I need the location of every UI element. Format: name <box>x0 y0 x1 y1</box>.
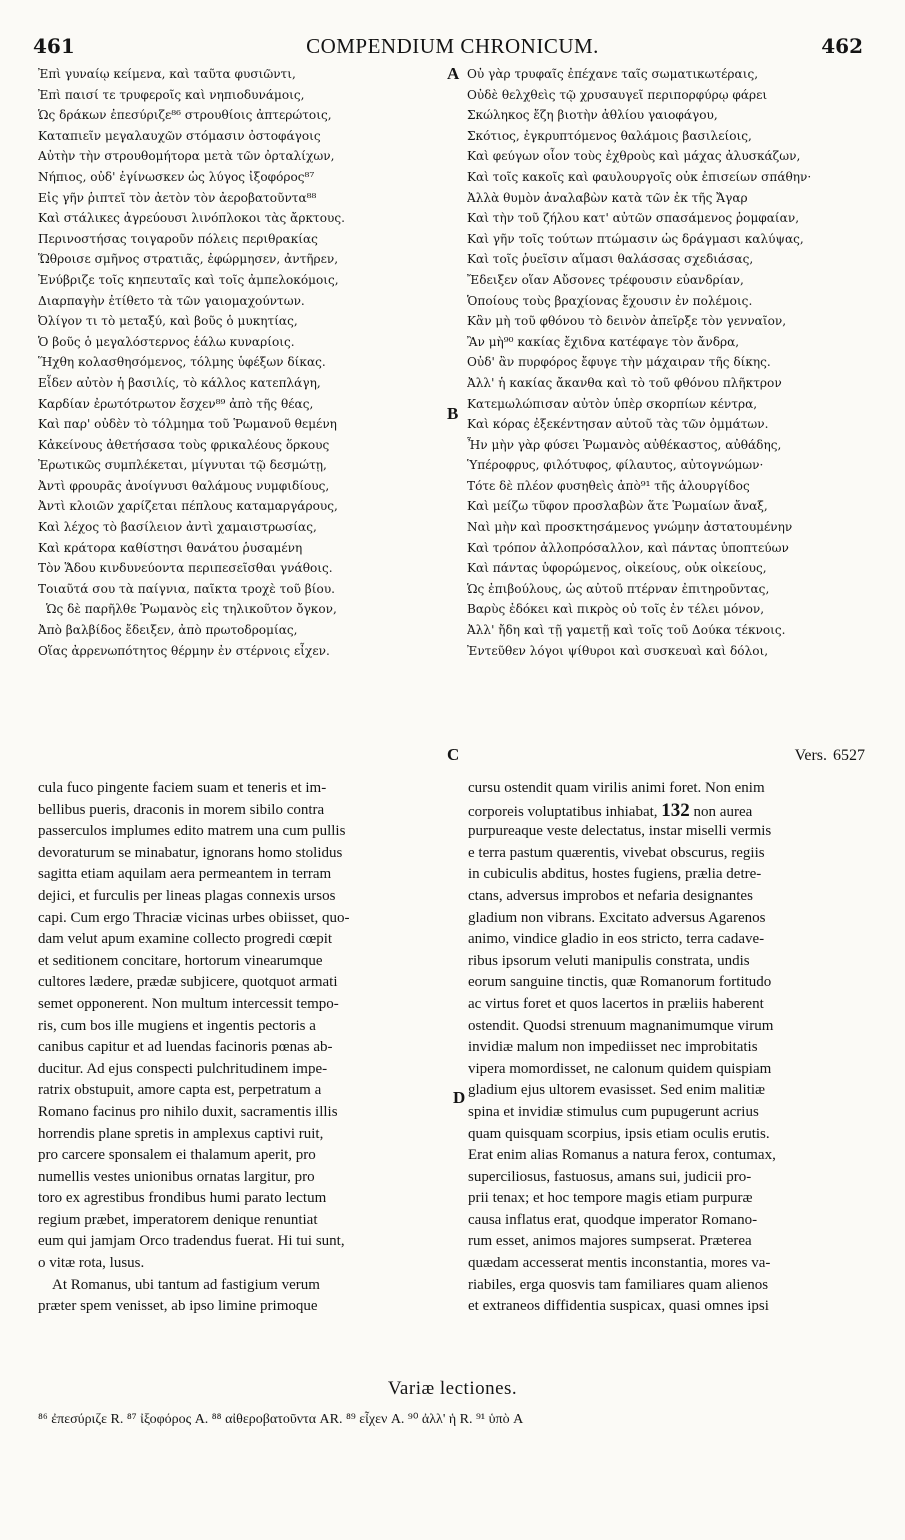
latin-text-line: capi. Cum ergo Thraciæ vicinas urbes obiisset, quo- <box>38 909 350 926</box>
greek-verse-line: Καὶ πάντας ὑφορώμενος, οἰκείους, οὐκ οἰκείους, <box>467 561 767 576</box>
greek-verse-column-right <box>467 64 877 661</box>
latin-text-line: Erat enim alias Romanus a natura ferox, contumax, <box>468 1147 776 1164</box>
greek-verse-line: Ἐνύβριζε τοῖς κηπευταῖς καὶ τοῖς ἀμπελοκόμοις, <box>38 272 339 287</box>
greek-verse-line: Ναὶ μὴν καὶ προσκτησάμενος γνώμην ἀστατουμένην <box>467 520 793 535</box>
running-title: COMPENDIUM CHRONICUM. <box>306 34 599 58</box>
latin-text-line: cursu ostendit quam virilis animi foret. Non enim <box>468 780 765 796</box>
latin-text-line: eorum sanguine tinctis, quæ Romanorum fortitudo <box>468 974 772 991</box>
latin-text-line: horrendis plane spretis in amplexus captivi ruit, <box>38 1125 324 1142</box>
latin-text-line: superciliosus, fastuosus, amans sui, judicii pro- <box>468 1168 752 1185</box>
latin-text-line: in cubiculis abditus, hostes fugiens, prælia detre- <box>468 866 762 883</box>
greek-verse-line: Ἀντὶ κλοιῶν χαρίζεται πέπλους καταμαργάρους, <box>38 499 338 514</box>
greek-verse-line: Βαρὺς ἐδόκει καὶ πικρὸς οὐ τοῖς ἐν τέλει μόνον, <box>467 602 765 617</box>
column-number: 132 <box>661 799 690 821</box>
greek-verse-line: Ὁ βοῦς ὁ μεγαλόστερνος ἑάλω κυναρίοις. <box>38 334 295 349</box>
greek-verse-line: Καὶ φεύγων οἷον τοὺς ἐχθροὺς καὶ μάχας ἀλυσκάζων, <box>467 149 801 164</box>
greek-verse-line: Εἶδεν αὐτὸν ἡ βασιλίς, τὸ κάλλος κατεπλάγη, <box>38 375 321 390</box>
greek-verse-line: Ὡς δράκων ἐπεσύριζε⁸⁶ στρουθίοις ἀπτερώτοις, <box>38 108 332 123</box>
greek-verse-line: Ἀντὶ φρουρᾶς ἀνοίγνυσι θαλάμους νυμφιδίους, <box>38 478 330 493</box>
greek-verse-line: Σκότιος, ἐγκρυπτόμενος θαλάμοις βασιλείοις, <box>467 128 752 143</box>
margin-letter-d: D <box>453 1088 466 1107</box>
latin-text-line: semet opponerent. Non multum intercessit tempo- <box>38 995 339 1012</box>
greek-verse-line: Σκώληκος ἔζη βιοτὴν ἀθλίου γαιοφάγου, <box>467 108 718 123</box>
latin-translation-column-left <box>38 778 441 1318</box>
verse-number: 6527 <box>833 747 865 764</box>
margin-letter-a: A <box>447 64 460 83</box>
greek-verse-line: Διαρπαγὴν ἐτίθετο τὰ τῶν γαιομαχούντων. <box>38 293 305 308</box>
greek-verse-line: Αὐτὴν τὴν στρουθομήτορα μετὰ τῶν ὀρταλίχων, <box>38 149 335 164</box>
greek-verse-line: Καὶ γῆν τοῖς τούτων πτώμασιν ὡς δράγμασι καλύψας, <box>467 231 804 246</box>
latin-text-line: quam quisquam scorpius, ipsis etiam oculis erutis. <box>468 1125 770 1142</box>
latin-text-line: devoraturum se minabatur, ignorans homo stolidus <box>38 844 343 861</box>
page-number-left: 461 <box>33 34 75 58</box>
latin-text-line: et seditionem concitare, hortorum vinearumque <box>38 952 323 969</box>
latin-text-line: spina et invidiæ stimulus cum pupugerunt acrius <box>468 1103 759 1120</box>
latin-translation-column-right <box>468 778 878 1318</box>
latin-text-line: gladium ejus ultorem evasisset. Sed enim malitiæ <box>468 1082 766 1099</box>
greek-verse-line: Ἥχθη κολασθησόμενος, τόλμης ὑφέξων δίκας. <box>38 355 326 370</box>
greek-verse-line: Καὶ τρόπον ἀλλοπρόσαλλον, καὶ πάντας ὑποπτεύων <box>467 540 789 555</box>
latin-text-line: pro carcere sponsalem ei thalamum aperit, pro <box>38 1147 316 1164</box>
greek-verse-line: Καὶ τοῖς κακοῖς καὶ φαυλουργοῖς οὐκ ἐπισείων σπάθην· <box>467 169 812 184</box>
greek-verse-line: Οὐ γὰρ τρυφαῖς ἐπέχανε ταῖς σωματικωτέραις, <box>467 67 759 81</box>
latin-text-line: regium præbet, imperatorem denique renuntiat <box>38 1211 318 1228</box>
verse-reference <box>795 747 865 765</box>
latin-text-line: e terra pastum quærentis, vivebat obscurus, regiis <box>468 844 765 861</box>
greek-verse-line: Ἐπὶ γυναίῳ κείμενα, καὶ ταῦτα φυσιῶντι, <box>38 67 296 81</box>
greek-verse-line: Νήπιος, οὐδ' ἐγίνωσκεν ὡς λύγος ἰξοφόρος⁸⁷ <box>38 169 315 184</box>
greek-verse-line: Ὑπέροφρυς, φιλότυφος, φίλαυτος, αὐτογνώμων· <box>467 458 764 473</box>
latin-text-line: passerculos implumes edito matrem una cum pullis <box>38 823 346 840</box>
latin-text-segment: non aurea <box>689 803 753 820</box>
latin-text-line: quædam accesserat mentis inconstantia, mores va- <box>468 1255 771 1272</box>
latin-text-line: numellis vestes unionibus ornatas largitur, pro <box>38 1168 315 1185</box>
greek-verse-line: Ἂν μὴ⁹⁰ κακίας ἔχιδνα κατέφαγε τὸν ἄνδρα, <box>467 334 740 349</box>
greek-verse-line: Ὁποίους τοὺς βραχίονας ἔχουσιν ἐν πολέμοις. <box>467 293 753 308</box>
greek-verse-line: Ὡς δὲ παρῆλθε Ῥωμανὸς εἰς τηλικοῦτον ὄγκον, <box>46 602 337 617</box>
page-header <box>0 34 905 62</box>
greek-verse-line: Κἀκείνους ἀθετήσασα τοὺς φρικαλέους ὅρκους <box>38 437 330 452</box>
latin-text-line: At Romanus, ubi tantum ad fastigium verum <box>52 1276 320 1293</box>
margin-letter-b: B <box>447 404 459 423</box>
greek-verse-line: Ὡς ἐπιβούλους, ὡς αὐτοῦ πτέρναν ἐπιτηροῦντας, <box>467 581 770 596</box>
greek-verse-line: Ἀπὸ βαλβίδος ἔδειξεν, ἀπὸ πρωτοδρομίας, <box>38 623 298 638</box>
greek-verse-line: Καὶ τοῖς ῥυεῖσιν αἵμασι θαλάσσας σχεδιάσας, <box>467 252 754 267</box>
latin-text-line: causa inflatus erat, quodque imperator Romano- <box>468 1211 758 1228</box>
latin-text-line: sagitta etiam aquilam aera permeantem in terram <box>38 866 332 883</box>
margin-letter-c: C <box>447 745 460 764</box>
latin-text-line: prii tenax; et hoc tempore magis etiam purpuræ <box>468 1190 753 1207</box>
latin-text-line: purpureaque veste delectatus, instar miselli vermis <box>468 823 772 840</box>
greek-verse-line: Οἵας ἀρρενωπότητος θέρμην ἐν στέρνοις εἶχεν. <box>38 643 330 658</box>
greek-verse-line: Καὶ κράτορα καθίστησι θανάτου ῥυσαμένη <box>38 540 303 555</box>
greek-verse-line: Ἀλλ' ἡ κακίας ἄκανθα καὶ τὸ τοῦ φθόνου πλῆκτρον <box>467 375 782 390</box>
greek-verse-line: Καὶ στάλικες ἀγρεύουσι λινόπλοκοι τὰς ἄρκτους. <box>38 211 345 226</box>
greek-verse-line: Εἰς γῆν ῥιπτεῖ τὸν ἀετὸν τὸν ἀεροβατοῦντα⁸⁸ <box>38 190 317 205</box>
latin-text-line: et extraneos diffidentia suspicax, quasi omnes ipsi <box>468 1298 769 1315</box>
latin-text-line: dejici, et furculis per lineas plagas connexis ursos <box>38 887 336 904</box>
greek-verse-line: Οὐδὲ θελχθεὶς τῷ χρυσαυγεῖ περιπορφύρῳ φάρει <box>467 87 768 102</box>
latin-text-line: gladium non vibrans. Excitato adversus Agarenos <box>468 909 766 926</box>
latin-text-line: ribus ipsorum veluti manipulis constrata, undis <box>468 952 750 969</box>
greek-verse-line: Ἐρωτικῶς συμπλέκεται, μίγνυται τῷ δεσμώτῃ, <box>38 458 327 473</box>
greek-verse-line: Ἐντεῦθεν λόγοι ψίθυροι καὶ συσκευαὶ καὶ δόλοι, <box>467 643 769 658</box>
greek-verse-line: Κατεμωλώπισαν αὐτὸν ὑπὲρ σκορπίων κέντρα, <box>467 396 758 411</box>
variae-lectiones-notes: ⁸⁶ ἐπεσύριζε R. ⁸⁷ ἰξοφόρος A. ⁸⁸ αἰθεροβατοῦντα AR. ⁸⁹ εἶχεν A. ⁹⁰ ἀλλ' ἡ R. ⁹¹ ὑπὸ A <box>38 1412 524 1427</box>
greek-verse-line: Ἀλλὰ θυμὸν ἀναλαβὼν κατὰ τῶν ἐκ τῆς Ἄγαρ <box>467 190 748 205</box>
greek-verse-line: Καὶ μείζω τῦφον προσλαβὼν ἅτε Ῥωμαίων ἄναξ, <box>467 499 768 514</box>
latin-text-line: ducitur. Ad ejus conspecti pulchritudinem impe- <box>38 1060 328 1077</box>
latin-text-line <box>468 800 878 822</box>
latin-text-line: animo, vindice gladio in eos stricto, terra cadave- <box>468 931 765 948</box>
greek-verse-line: Καταπιεῖν μεγαλαυχῶν στόμασιν ὀστοφάγοις <box>38 128 321 143</box>
latin-text-line: ratrix obstupuit, amore capta est, perpetratum a <box>38 1082 322 1099</box>
latin-text-line: rum esset, animos majores sumpserat. Præterea <box>468 1233 752 1250</box>
latin-text-line: eum qui jamjam Orco tradendus fuerat. Hi tui sunt, <box>38 1233 345 1250</box>
greek-verse-line: Ἀλλ' ἤδη καὶ τῇ γαμετῇ καὶ τοῖς τοῦ Δούκα τέκνοις. <box>467 623 786 638</box>
greek-verse-line: Τὸν Ἅδου κινδυνεύοντα περιπεσεῖσθαι γνάθοις. <box>38 561 333 576</box>
greek-verse-line: Καὶ παρ' οὐδὲν τὸ τόλμημα τοῦ Ῥωμανοῦ θεμένη <box>38 417 337 432</box>
greek-verse-line: Τοιαῦτά σου τὰ παίγνια, παῖκτα τροχὲ τοῦ βίου. <box>38 581 336 596</box>
latin-text-line: ctans, adversus improbos et nefaria designantes <box>468 887 753 904</box>
latin-text-segment: corporeis voluptatibus inhiabat, <box>468 803 662 820</box>
latin-text-line: ac virtus foret et quos lacertos in præliis haberent <box>468 995 764 1012</box>
greek-verse-line: Περινοστήσας τοιγαροῦν πόλεις περιθρακίας <box>38 231 318 246</box>
greek-verse-line: Καὶ κόρας ἐξεκέντησαν αὐτοῦ τὰς τῶν ὀμμάτων. <box>467 417 769 432</box>
latin-text-line: Romano facinus pro nihilo duxit, sacramentis illis <box>38 1103 338 1120</box>
greek-verse-line: Τότε δὲ πλέον φυσηθεὶς ἀπὸ⁹¹ τῆς ἁλουργίδος <box>467 478 750 493</box>
greek-verse-line: Καὶ τὴν τοῦ ζήλου κατ' αὐτῶν σπασάμενος ῥομφαίαν, <box>467 211 800 226</box>
variae-lectiones-title: Variæ lectiones. <box>387 1378 518 1399</box>
greek-verse-line: Ἔδειξεν οἵαν Αὔσονες τρέφουσιν εὐανδρίαν, <box>467 272 744 287</box>
latin-text-line: vipera momordisset, ne calonum quidem quispiam <box>468 1060 772 1077</box>
latin-text-line: canibus capitur et ad luendas facinoris pœnas ab- <box>38 1039 333 1056</box>
greek-verse-line: Ἦν μὴν γὰρ φύσει Ῥωμανὸς αὐθέκαστος, αὐθάδης, <box>467 437 782 452</box>
greek-verse-line: Ὀλίγον τι τὸ μεταξύ, καὶ βοῦς ὁ μυκητίας, <box>38 314 298 329</box>
latin-text-line: cula fuco pingente faciem suam et teneris et im- <box>38 780 327 796</box>
greek-verse-line: Καρδίαν ἐρωτότρωτον ἔσχεν⁸⁹ ἀπὸ τῆς θέας, <box>38 396 314 411</box>
page-number-right: 462 <box>821 34 863 58</box>
latin-text-line: invidiæ malum non impediisset nec improbitatis <box>468 1039 758 1056</box>
latin-text-line: o vitæ rota, lusus. <box>38 1255 145 1272</box>
verse-label: Vers. <box>794 747 827 764</box>
latin-text-line: ostendit. Quodsi strenuum magnanimumque virum <box>468 1017 774 1034</box>
greek-verse-line: Ἐπὶ παισί τε τρυφεροῖς καὶ νηπιοδυνάμοις, <box>38 87 305 102</box>
latin-text-line: cultores lædere, prædæ subjicere, quotquot armati <box>38 974 338 991</box>
greek-verse-line: Κἂν μὴ τοῦ φθόνου τὸ δεινὸν ἀπεῖρξε τὸν γενναῖον, <box>467 314 787 329</box>
greek-verse-column-left <box>38 64 433 661</box>
latin-text-line: toro ex agrestibus frondibus humi parato lectum <box>38 1190 327 1207</box>
latin-text-line: dam velut apum examine collecto progredi cœpit <box>38 931 333 948</box>
latin-text-line: præter spem venisset, ab ipso limine primoque <box>38 1298 318 1315</box>
latin-text-line: riabiles, erga quosvis tam familiares quam alienos <box>468 1276 769 1293</box>
greek-verse-line: Ὥθροισε σμῆνος στρατιᾶς, ἐφώρμησεν, ἀντῆρεν, <box>38 252 339 267</box>
latin-text-line: bellibus pueris, draconis in morem sibilo contra <box>38 801 325 818</box>
greek-verse-line: Καὶ λέχος τὸ βασίλειον ἀντὶ χαμαιστρωσίας, <box>38 520 317 535</box>
latin-text-line: ris, cum bos ille mugiens et ingentis pectoris a <box>38 1017 316 1034</box>
greek-verse-line: Οὐδ' ἂν πυρφόρος ἔφυγε τὴν μάχαιραν τῆς δίκης. <box>467 355 771 370</box>
